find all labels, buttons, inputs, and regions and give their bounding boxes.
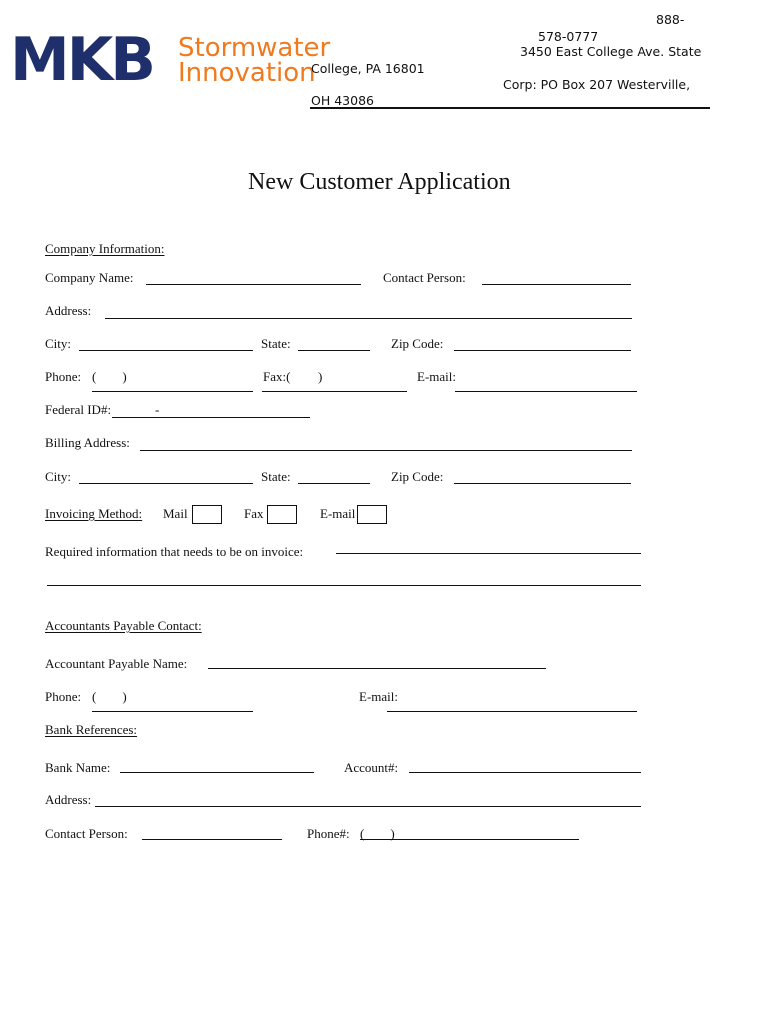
zip-field[interactable]: [454, 350, 631, 351]
accountant-phone-label: Phone:: [45, 689, 82, 704]
state-field[interactable]: [298, 350, 370, 351]
phone-field[interactable]: [92, 391, 253, 392]
required-info-label: Required information that needs to be on invoice:: [45, 544, 304, 559]
billing-address-label: Billing Address:: [45, 435, 130, 450]
accountant-phone-field[interactable]: [92, 711, 253, 712]
company-name-label: Company Name:: [45, 270, 134, 285]
email-field[interactable]: [455, 391, 637, 392]
logo-word-innovation: Innovation: [178, 58, 316, 88]
bank-account-field[interactable]: [409, 772, 641, 773]
bank-phone-parens: ( ): [360, 826, 395, 841]
page-title: New Customer Application: [248, 169, 511, 195]
billing-state-label: State:: [261, 469, 291, 484]
federal-id-label: Federal ID#:: [45, 402, 112, 417]
accountant-name-label: Accountant Payable Name:: [45, 656, 188, 671]
logo-word-stormwater: Stormwater: [178, 33, 331, 63]
fax-label: Fax:(: [263, 369, 291, 384]
phone-parens: ( ): [92, 369, 127, 384]
billing-state-field[interactable]: [298, 483, 370, 484]
invoice-email-checkbox[interactable]: [357, 505, 387, 524]
bank-phone-label: Phone#:: [307, 826, 350, 841]
header-corp-line2: OH 43086: [311, 93, 374, 108]
bank-name-label: Bank Name:: [45, 760, 111, 775]
header-rule: [310, 107, 710, 109]
contact-person-label: Contact Person:: [383, 270, 466, 285]
contact-person-field[interactable]: [482, 284, 631, 285]
state-label: State:: [261, 336, 291, 351]
header-corp-line1: Corp: PO Box 207 Westerville,: [503, 77, 691, 92]
invoice-fax-label: Fax: [244, 506, 264, 521]
city-field[interactable]: [79, 350, 253, 351]
bank-phone-field[interactable]: [360, 839, 579, 840]
required-info-field-2[interactable]: [47, 585, 641, 586]
invoicing-method-label: Invoicing Method:: [45, 506, 143, 521]
address-field[interactable]: [105, 318, 632, 319]
invoice-email-label: E-mail: [320, 506, 356, 521]
billing-zip-field[interactable]: [454, 483, 631, 484]
billing-zip-label: Zip Code:: [391, 469, 444, 484]
invoice-mail-label: Mail: [163, 506, 188, 521]
accountant-phone-parens: ( ): [92, 689, 127, 704]
company-section-heading: Company Information:: [45, 241, 165, 256]
accountant-email-label: E-mail:: [359, 689, 398, 704]
bank-account-label: Account#:: [344, 760, 399, 775]
header-phone: 578-0777: [538, 29, 599, 44]
bank-name-field[interactable]: [120, 772, 314, 773]
accountant-name-field[interactable]: [208, 668, 546, 669]
header-address-line1: 3450 East College Ave. State: [520, 44, 702, 59]
phone-label: Phone:: [45, 369, 82, 384]
required-info-field[interactable]: [336, 553, 641, 554]
accountant-email-field[interactable]: [387, 711, 637, 712]
bank-contact-label: Contact Person:: [45, 826, 128, 841]
bank-contact-field[interactable]: [142, 839, 282, 840]
invoice-fax-checkbox[interactable]: [267, 505, 297, 524]
address-label: Address:: [45, 303, 92, 318]
header-phone-prefix: 888-: [656, 12, 685, 27]
invoice-mail-checkbox[interactable]: [192, 505, 222, 524]
fax-close: ): [318, 369, 323, 384]
city-label: City:: [45, 336, 72, 351]
federal-id-field[interactable]: [112, 417, 310, 418]
logo-mark: MKB: [10, 25, 153, 95]
zip-label: Zip Code:: [391, 336, 444, 351]
billing-city-label: City:: [45, 469, 72, 484]
billing-city-field[interactable]: [79, 483, 253, 484]
header-address-line2: College, PA 16801: [311, 61, 425, 76]
company-name-field[interactable]: [146, 284, 361, 285]
federal-id-dash: -: [155, 402, 160, 417]
bank-address-label: Address:: [45, 792, 92, 807]
billing-address-field[interactable]: [140, 450, 632, 451]
email-label: E-mail:: [417, 369, 456, 384]
bank-address-field[interactable]: [95, 806, 641, 807]
bank-section-heading: Bank References:: [45, 722, 138, 737]
fax-field[interactable]: [262, 391, 407, 392]
accounts-section-heading: Accountants Payable Contact:: [45, 618, 202, 633]
